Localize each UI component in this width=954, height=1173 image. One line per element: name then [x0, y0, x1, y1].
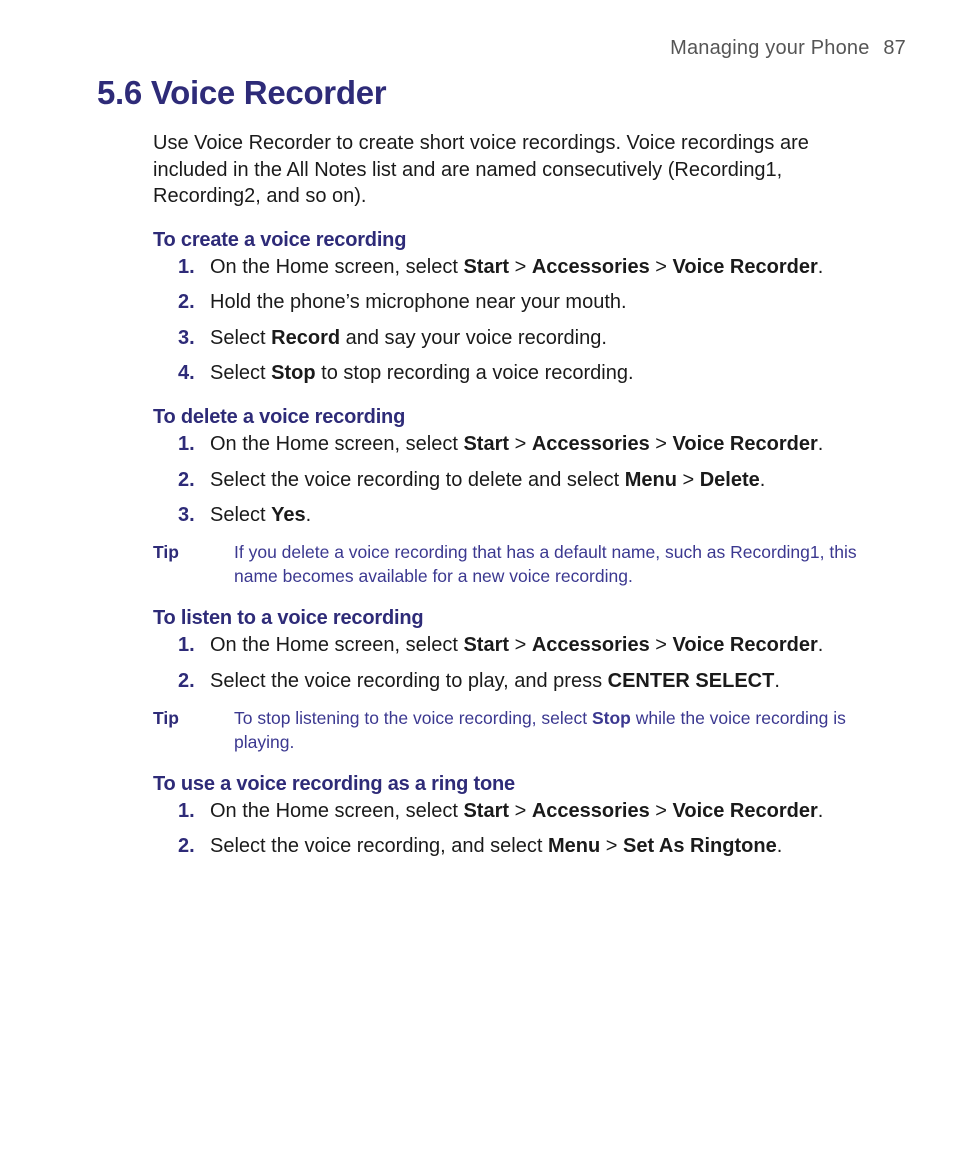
- bold-term: Record: [271, 326, 341, 349]
- step-number: 4.: [178, 362, 195, 384]
- tip-label: Tip: [153, 542, 179, 562]
- bold-term: Stop: [591, 707, 631, 728]
- step-text: [210, 467, 765, 494]
- intro-paragraph: Use Voice Recorder to create short voice recordings. Voice recordings are included in the All Notes list and are named consecutively (Recording1, Recording2, and so on).: [153, 132, 809, 207]
- text-run: .: [759, 468, 766, 491]
- step-number: 3.: [178, 326, 195, 349]
- tip-text: [234, 540, 879, 588]
- step-item: [153, 325, 883, 352]
- bold-term: Start: [463, 799, 510, 822]
- text-run: Select the voice recording to delete and select: [210, 468, 625, 491]
- text-run: >: [676, 468, 700, 491]
- procedure-section: [153, 605, 883, 754]
- text-run: >: [509, 634, 532, 656]
- step-item: [153, 798, 883, 825]
- text-run: >: [649, 433, 673, 455]
- text-run: .: [774, 669, 780, 692]
- step-item: [153, 632, 883, 659]
- text-run: and say your voice recording.: [340, 326, 607, 349]
- step-number: 1.: [178, 634, 195, 656]
- tip-note: [153, 540, 883, 588]
- step-number: 1.: [178, 433, 195, 455]
- bold-term: Set As Ringtone: [622, 835, 777, 857]
- text-run: >: [509, 255, 532, 278]
- procedure-section: [153, 404, 883, 588]
- step-item: [153, 254, 883, 281]
- bold-term: Accessories: [531, 255, 650, 278]
- text-run: >: [509, 799, 532, 822]
- text-run: If you delete a voice recording that has a default name, such as Recording1, this name becomes available for a new voice recording.: [234, 542, 857, 586]
- bold-term: Voice Recorder: [672, 433, 818, 455]
- text-run: >: [649, 634, 673, 656]
- bold-term: Voice Recorder: [672, 634, 818, 656]
- bold-term: Yes: [271, 504, 306, 526]
- page-number: 87: [883, 37, 906, 59]
- text-run: On the Home screen, select: [210, 433, 464, 455]
- bold-term: Start: [463, 433, 510, 455]
- bold-term: Accessories: [531, 799, 650, 822]
- step-text: [210, 325, 607, 352]
- step-text: [210, 798, 823, 825]
- step-list: [153, 798, 883, 861]
- bold-term: Accessories: [531, 634, 650, 656]
- step-number: 2.: [178, 468, 195, 491]
- text-run: On the Home screen, select: [210, 634, 464, 656]
- text-run: .: [776, 835, 783, 857]
- text-run: On the Home screen, select: [210, 255, 464, 278]
- bold-term: Voice Recorder: [672, 255, 818, 278]
- procedures: [153, 227, 883, 861]
- step-text: [210, 632, 823, 659]
- text-run: On the Home screen, select: [210, 799, 464, 822]
- text-run: .: [305, 504, 312, 526]
- bold-term: Start: [463, 634, 510, 656]
- bold-term: Menu: [624, 468, 677, 491]
- step-item: [153, 289, 883, 316]
- procedure-heading: To create a voice recording: [153, 228, 407, 251]
- procedure-heading: To delete a voice recording: [153, 406, 406, 428]
- step-number: 2.: [178, 835, 195, 857]
- step-list: [153, 632, 883, 695]
- text-run: .: [817, 433, 824, 455]
- step-item: [153, 668, 883, 695]
- step-number: 1.: [178, 799, 195, 822]
- tip-note: [153, 706, 883, 754]
- procedure-section: [153, 771, 883, 861]
- text-run: >: [600, 835, 623, 857]
- step-text: [210, 289, 627, 316]
- step-number: 2.: [178, 291, 195, 313]
- bold-term: Stop: [271, 362, 316, 384]
- step-list: [153, 431, 883, 529]
- text-run: Select the voice recording, and select: [210, 835, 548, 857]
- step-text: [210, 502, 311, 529]
- step-text: [210, 431, 823, 458]
- tip-text: [234, 706, 879, 754]
- text-run: To stop listening to the voice recording, select: [234, 707, 592, 728]
- step-number: 1.: [178, 255, 195, 278]
- step-item: [153, 360, 883, 387]
- bold-term: CENTER SELECT: [607, 669, 775, 692]
- text-run: Hold the phone’s microphone near your mouth.: [210, 291, 627, 313]
- bold-term: Accessories: [531, 433, 650, 455]
- text-run: >: [649, 255, 673, 278]
- main-content: [153, 130, 883, 869]
- text-run: Select: [210, 362, 272, 384]
- bold-term: Menu: [547, 835, 601, 857]
- text-run: Select: [210, 504, 272, 526]
- running-header: [670, 37, 906, 60]
- running-header-title: Managing your Phone: [670, 37, 870, 59]
- step-text: [210, 833, 782, 860]
- section-title: 5.6 Voice Recorder: [97, 74, 387, 111]
- step-text: [210, 254, 823, 281]
- step-item: [153, 431, 883, 458]
- text-run: to stop recording a voice recording.: [315, 362, 634, 384]
- text-run: >: [649, 799, 673, 822]
- step-number: 3.: [178, 504, 195, 526]
- bold-term: Delete: [699, 468, 760, 491]
- step-text: [210, 360, 634, 387]
- text-run: .: [817, 255, 824, 278]
- text-run: while the voice recording is playing.: [234, 707, 846, 752]
- bold-term: Start: [463, 255, 510, 278]
- procedure-heading: To use a voice recording as a ring tone: [153, 772, 515, 795]
- step-list: [153, 254, 883, 388]
- text-run: Select the voice recording to play, and press: [210, 669, 608, 692]
- step-item: [153, 467, 883, 494]
- step-number: 2.: [178, 669, 195, 692]
- step-item: [153, 833, 883, 860]
- procedure-section: [153, 227, 883, 388]
- procedure-heading: To listen to a voice recording: [153, 607, 424, 629]
- text-run: .: [817, 799, 824, 822]
- step-text: [210, 668, 780, 695]
- step-item: [153, 502, 883, 529]
- text-run: >: [509, 433, 532, 455]
- tip-label: Tip: [153, 707, 179, 728]
- bold-term: Voice Recorder: [672, 799, 818, 822]
- text-run: .: [817, 634, 824, 656]
- text-run: Select: [210, 326, 272, 349]
